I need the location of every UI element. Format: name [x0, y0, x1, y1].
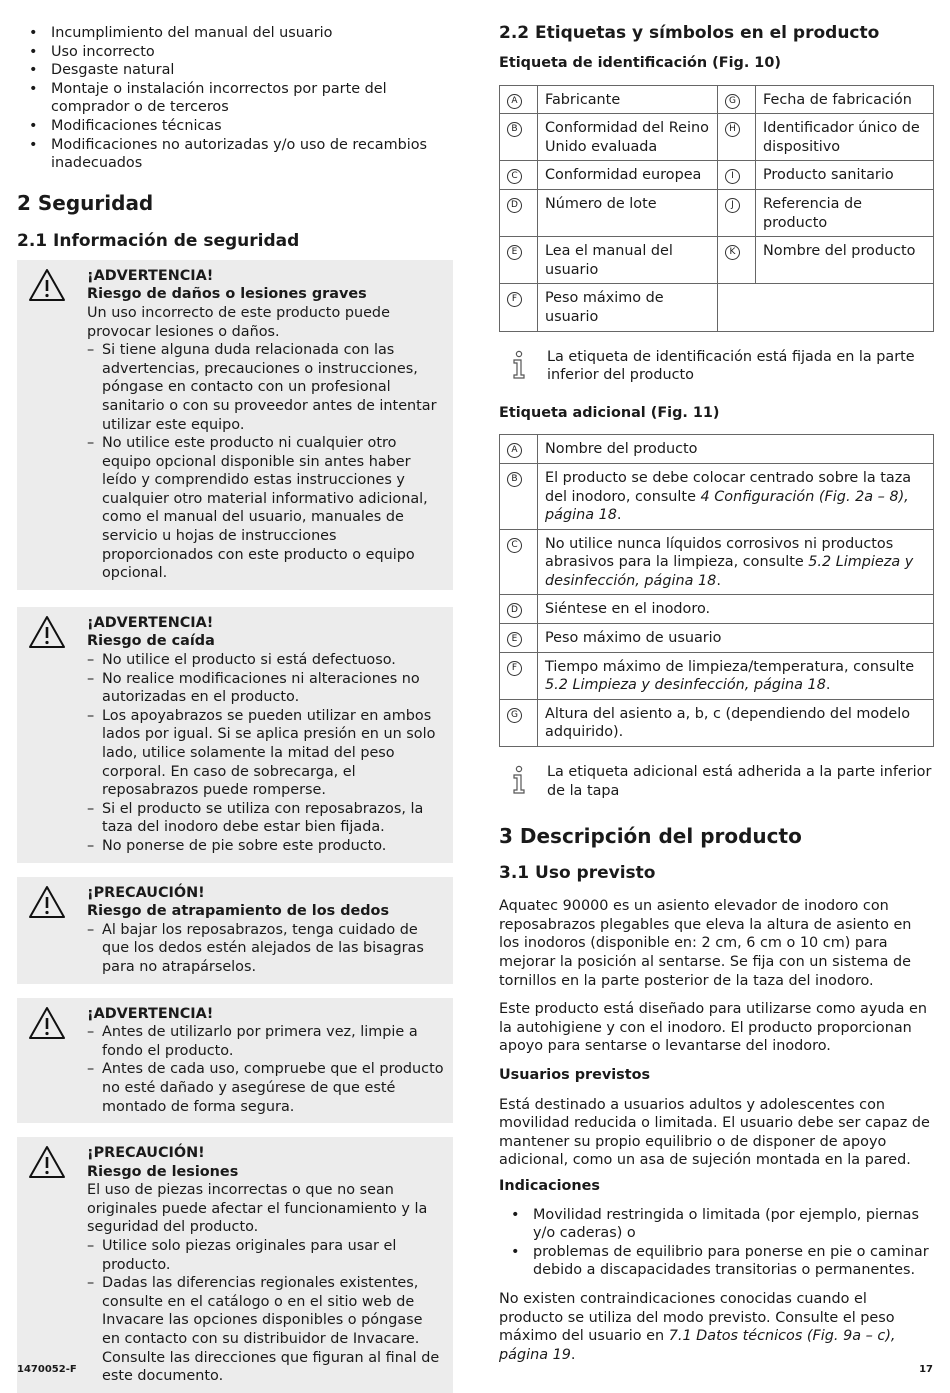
note-text: La etiqueta adicional está adherida a la parte inferior de la tapa	[547, 764, 932, 799]
letter-badge: C	[507, 538, 522, 553]
paragraph: Está destinado a usuarios adultos y adolescentes con movilidad reducida o limitada. El usuario debe ser capaz de mantener su propio equilibrio o de disponer de apoyo adicional, como un asa de sujeción montada en la pared.	[499, 1096, 930, 1169]
table-cell: Peso máximo de usuario	[538, 284, 718, 331]
additional-label-table	[499, 434, 934, 747]
subheading-identificacion: Etiqueta de identificación (Fig. 10)	[499, 55, 781, 71]
table-row	[500, 114, 934, 161]
list-item: • Modificaciones no autorizadas y/o uso de recambios inadecuados	[17, 136, 453, 173]
info-note-identificacion	[499, 348, 934, 385]
section-heading-etiquetas: 2.2 Etiquetas y símbolos en el producto	[499, 23, 880, 43]
warning-subtitle: Riesgo de daños o lesiones graves	[87, 286, 367, 303]
letter-badge: D	[507, 603, 522, 618]
table-row	[500, 529, 934, 595]
list-item: – No realice modificaciones ni alteraciones no autorizadas en el producto.	[87, 670, 445, 707]
letter-badge: G	[507, 708, 522, 723]
warning-title: ¡ADVERTENCIA!	[87, 614, 214, 631]
table-cell: Producto sanitario	[756, 161, 934, 190]
table-cell: No utilice nunca líquidos corrosivos ni productos abrasivos para la limpieza, consulte 5.2 Limpieza y desinfección, página 18.	[538, 529, 934, 595]
table-row	[500, 85, 934, 114]
list-item: – No ponerse de pie sobre este producto.	[87, 837, 445, 856]
caution-subtitle: Riesgo de atrapamiento de los dedos	[87, 903, 390, 920]
list-item: • Modificaciones técnicas	[17, 117, 453, 136]
table-row	[500, 435, 934, 464]
table-row	[500, 237, 934, 284]
letter-badge: B	[507, 122, 522, 137]
letter-badge: I	[725, 169, 740, 184]
letter-badge: E	[507, 632, 522, 647]
paragraph-text: .	[570, 1346, 576, 1363]
footer-doc-id: 1470052-F	[17, 1364, 77, 1375]
cell-text: No utilice nunca líquidos corrosivos ni productos abrasivos para la limpieza, consulte	[545, 535, 894, 571]
table-cell: Identificador único de dispositivo	[756, 114, 934, 161]
paragraph	[499, 1290, 934, 1364]
cell-text: El producto se debe colocar centrado sobre la taza del inodoro, consulte	[545, 469, 912, 505]
list-item: • Desgaste natural	[17, 61, 453, 80]
subheading-adicional: Etiqueta adicional (Fig. 11)	[499, 404, 720, 421]
paragraph-text: No existen contraindicaciones conocidas cuando el producto se utiliza del modo previsto. Consulte el peso máximo del usuario en	[499, 1290, 895, 1345]
letter-badge: C	[507, 169, 522, 184]
table-cell: Nombre del producto	[538, 435, 934, 464]
warning-triangle-icon	[28, 1145, 66, 1179]
note-text: La etiqueta de identificación está fijada en la parte inferior del producto	[547, 348, 915, 384]
table-cell-empty	[718, 284, 934, 331]
warning-triangle-icon	[28, 615, 66, 649]
info-note-adicional	[499, 763, 934, 800]
section-heading-seguridad: 2 Seguridad	[17, 190, 154, 215]
warning-subtitle: Riesgo de caída	[87, 633, 215, 650]
warning-list	[87, 651, 445, 856]
list-item: – Antes de cada uso, compruebe que el producto no esté dañado y asegúrese de que esté montado de forma segura.	[87, 1060, 445, 1116]
table-row	[500, 284, 934, 331]
letter-badge: B	[507, 472, 522, 487]
list-item: – Los apoyabrazos se pueden utilizar en ambos lados por igual. Si se aplica presión en un solo lado, utilice solamente la mitad del peso corporal. En caso de sobrecarga, el reposabrazos puede romperse.	[87, 707, 445, 800]
table-row	[500, 463, 934, 529]
list-item: – Si tiene alguna duda relacionada con las advertencias, precauciones o instrucciones, póngase en contacto con un profesional sanitario o con su proveedor antes de intentar utilizar este equipo.	[87, 341, 445, 434]
table-cell: Siéntese en el inodoro.	[538, 595, 934, 624]
list-item: – No utilice el producto si está defectuoso.	[87, 651, 445, 670]
table-cell: Fabricante	[538, 85, 718, 114]
cell-text: Tiempo máximo de limpieza/temperatura, consulte	[545, 658, 915, 675]
table-cell: Lea el manual del usuario	[538, 237, 718, 284]
table-cell: Altura del asiento a, b, c (dependiendo del modelo adquirido).	[538, 699, 934, 746]
table-cell: Peso máximo de usuario	[538, 624, 934, 653]
list-item: – Utilice solo piezas originales para usar el producto.	[87, 1237, 445, 1274]
right-column	[499, 0, 934, 1364]
table-cell: Nombre del producto	[756, 237, 934, 284]
warning-box-danos	[17, 260, 453, 590]
letter-badge: A	[507, 443, 522, 458]
info-icon	[509, 350, 529, 380]
caution-title: ¡PRECAUCIÓN!	[87, 884, 205, 901]
cross-reference-link[interactable]: 4 Configuración (Fig. 2a – 8), página 18	[545, 488, 909, 524]
caution-subtitle: Riesgo de lesiones	[87, 1163, 239, 1180]
letter-badge: K	[725, 245, 740, 260]
list-item: • Movilidad restringida o limitada (por ejemplo, piernas y/o caderas) o	[499, 1206, 934, 1243]
warning-list	[87, 341, 445, 583]
section-heading-descripcion: 3 Descripción del producto	[499, 824, 802, 849]
table-cell: Conformidad europea	[538, 161, 718, 190]
caution-text: El uso de piezas incorrectas o que no sean originales puede afectar el funcionamiento y la seguridad del producto.	[87, 1182, 428, 1236]
table-row	[500, 189, 934, 236]
table-cell: Fecha de fabricación	[756, 85, 934, 114]
list-item: • Incumplimiento del manual del usuario	[17, 24, 453, 43]
warning-triangle-icon	[28, 268, 66, 302]
letter-badge: H	[725, 122, 740, 137]
paragraph: Aquatec 90000 es un asiento elevador de inodoro con reposabrazos plegables que eleva la altura de asiento en los inodoros (disponible en: 2 cm, 6 cm o 10 cm) para mejorar la posición al sentarse. Se fija con un sistema de tornillos en la parte posterior de la taza del inodoro.	[499, 898, 912, 989]
paragraph: Este producto está diseñado para utilizarse como ayuda en la autohigiene y con el inodoro. El producto proporcionan apoyo para sentarse o levantarse del inodoro.	[499, 1001, 928, 1055]
list-item: • Uso incorrecto	[17, 43, 453, 62]
list-item: – Dadas las diferencias regionales existentes, consulte en el catálogo o en el sitio web de Invacare las opciones disponibles o póngase en contacto con su distribuidor de Invacare. Consulte las direcciones que figuran al final de este documento.	[87, 1274, 445, 1386]
warning-text: Un uso incorrecto de este producto puede provocar lesiones o daños.	[87, 304, 390, 340]
letter-badge: G	[725, 94, 740, 109]
table-row	[500, 652, 934, 699]
subheading-usuarios: Usuarios previstos	[499, 1066, 651, 1083]
subheading-indicaciones: Indicaciones	[499, 1177, 600, 1194]
left-column	[17, 0, 453, 1393]
section-heading-uso-previsto: 3.1 Uso previsto	[499, 863, 656, 884]
table-row	[500, 595, 934, 624]
caution-box-lesiones	[17, 1137, 453, 1393]
cross-reference-link[interactable]: 5.2 Limpieza y desinfección, página 18	[545, 554, 914, 589]
letter-badge: J	[725, 198, 740, 213]
exclusions-list	[17, 24, 453, 173]
warning-box-limpieza	[17, 998, 453, 1124]
letter-badge: A	[507, 94, 522, 109]
table-row	[500, 699, 934, 746]
warning-triangle-icon	[28, 1006, 66, 1040]
identification-label-table	[499, 85, 934, 332]
indications-list	[499, 1206, 934, 1280]
table-cell: El producto se debe colocar centrado sobre la taza del inodoro, consulte 4 Configuración (Fig. 2a – 8), página 18.	[538, 463, 934, 529]
list-item: • Montaje o instalación incorrectos por parte del comprador o de terceros	[17, 80, 453, 117]
letter-badge: D	[507, 198, 522, 213]
warning-triangle-icon	[28, 885, 66, 919]
footer-page-number: 17	[919, 1364, 933, 1375]
cross-reference-link[interactable]: 7.1 Datos técnicos (Fig. 9a – c), página 19	[499, 1328, 896, 1363]
table-cell: Referencia de producto	[756, 189, 934, 236]
warning-box-caida	[17, 607, 453, 863]
caution-box-atrapamiento	[17, 877, 453, 984]
caution-list	[87, 1237, 445, 1386]
list-item: – Antes de utilizarlo por primera vez, limpie a fondo el producto.	[87, 1023, 445, 1060]
list-item: • problemas de equilibrio para ponerse en pie o caminar debido a discapacidades transitorias o permanentes.	[499, 1243, 934, 1280]
warning-title: ¡ADVERTENCIA!	[87, 267, 214, 284]
caution-title: ¡PRECAUCIÓN!	[87, 1145, 205, 1162]
section-heading-informacion: 2.1 Información de seguridad	[17, 230, 300, 251]
table-row	[500, 624, 934, 653]
list-item: – Si el producto se utiliza con reposabrazos, la taza del inodoro debe estar bien fijada.	[87, 800, 445, 837]
table-row	[500, 161, 934, 190]
list-item: – No utilice este producto ni cualquier otro equipo opcional disponible sin antes haber leído y comprendido estas instrucciones y cualquier otro material informativo adicional, como el manual del usuario, manuales de servicio u hojas de instrucciones proporcionados con este producto o equipo opcional.	[87, 434, 445, 583]
table-cell: Conformidad del Reino Unido evaluada	[538, 114, 718, 161]
list-item: – Al bajar los reposabrazos, tenga cuidado de que los dedos estén alejados de las bisagras para no atrapárselos.	[87, 921, 445, 977]
caution-list	[87, 921, 445, 977]
info-icon	[509, 765, 529, 795]
cross-reference-link[interactable]: 5.2 Limpieza y desinfección, página 18	[545, 677, 826, 694]
warning-list	[87, 1023, 445, 1116]
letter-badge: F	[507, 292, 522, 307]
letter-badge: F	[507, 661, 522, 676]
table-cell: Tiempo máximo de limpieza/temperatura, consulte 5.2 Limpieza y desinfección, página 18.	[538, 652, 934, 699]
table-cell: Número de lote	[538, 189, 718, 236]
letter-badge: E	[507, 245, 522, 260]
warning-title: ¡ADVERTENCIA!	[87, 1005, 214, 1022]
